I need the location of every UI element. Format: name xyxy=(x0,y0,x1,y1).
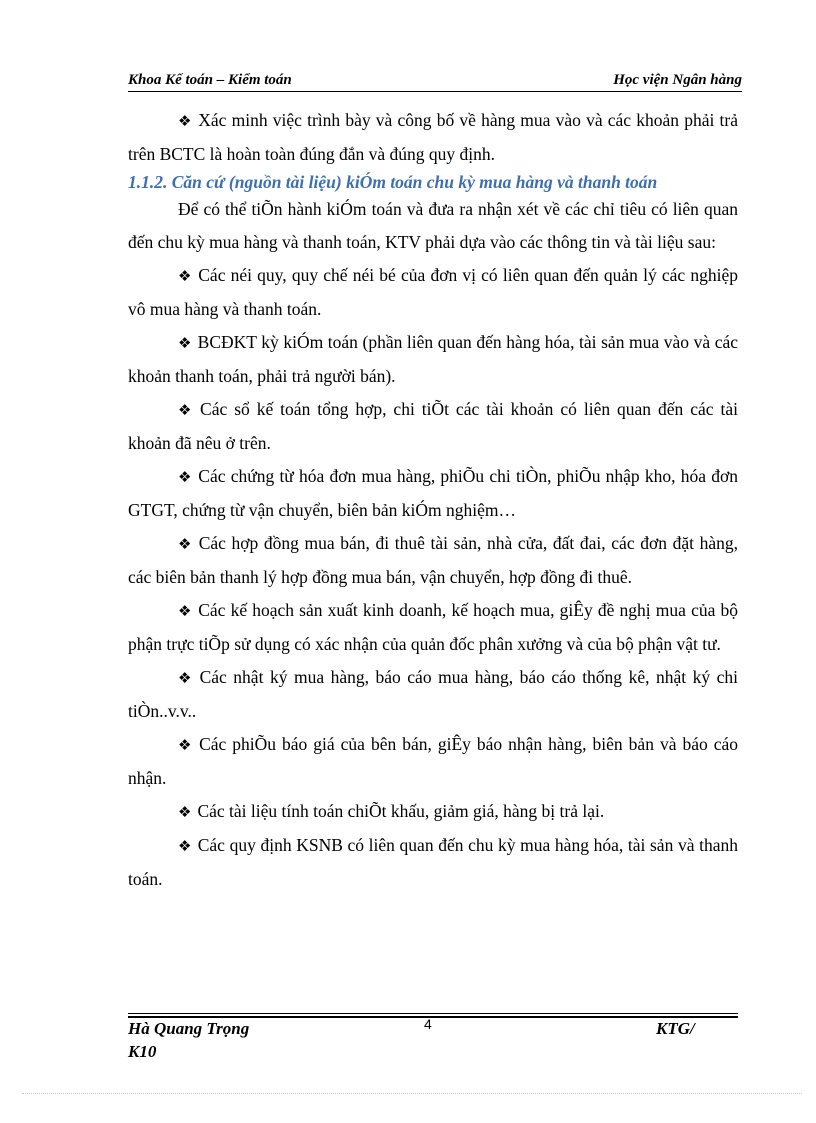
bullet-diamond-icon: ❖ xyxy=(178,803,192,821)
list-item-text: Các phiÕu báo giá của bên bán, giÊy báo nhận hàng, biên bản và báo cáo nhận. xyxy=(128,734,738,788)
bullet-diamond-icon: ❖ xyxy=(178,468,193,486)
header-rule xyxy=(128,91,742,92)
list-item-text: Các kế hoạch sản xuất kinh doanh, kế hoạch mua, giÊy đề nghị mua của bộ phận trực tiÕp sử dụng có xác nhận của quản đốc phân xưởng và của bộ phận vật tư. xyxy=(128,600,738,654)
bullet-diamond-icon: ❖ xyxy=(178,837,192,855)
list-item xyxy=(128,728,738,795)
footer-code: KTG/ xyxy=(656,1019,695,1038)
bullet-diamond-icon: ❖ xyxy=(178,535,193,553)
bullet-diamond-icon: ❖ xyxy=(178,401,195,419)
bullet-diamond-icon: ❖ xyxy=(178,112,193,130)
intro-bullet xyxy=(128,104,738,171)
page-bottom-edge xyxy=(22,1093,802,1094)
document-body xyxy=(128,104,738,896)
footer-rule-thick xyxy=(128,1016,738,1018)
list-item-text: Các néi quy, quy chế néi bé của đơn vị có liên quan đến quản lý các nghiệp vô mua hàng và thanh toán. xyxy=(128,265,738,319)
bullet-diamond-icon: ❖ xyxy=(178,334,192,352)
list-item xyxy=(128,795,738,829)
intro-bullet-text: Xác minh việc trình bày và công bố về hàng mua vào và các khoản phải trả trên BCTC là hoàn toàn đúng đắn và đúng quy định. xyxy=(128,110,738,164)
page-number: 4 xyxy=(424,1016,432,1032)
list-item xyxy=(128,326,738,393)
list-item-text: Các nhật ký mua hàng, báo cáo mua hàng, báo cáo thống kê, nhật ký chi tiÒn..v.v.. xyxy=(128,667,739,721)
list-item xyxy=(128,829,738,896)
footer-class: K10 xyxy=(128,1042,157,1061)
footer-rule-thin xyxy=(128,1013,738,1014)
list-item-text: BCĐKT kỳ kiÓm toán (phần liên quan đến hàng hóa, tài sản mua vào và các khoản thanh toán, phải trả người bán). xyxy=(128,332,738,386)
bullet-diamond-icon: ❖ xyxy=(178,736,194,754)
list-item-text: Các sổ kế toán tổng hợp, chi tiÕt các tài khoản có liên quan đến các tài khoản đã nêu ở trên. xyxy=(128,399,738,453)
header-faculty: Khoa Kế toán – Kiểm toán xyxy=(128,72,292,88)
section-heading: 1.1.2. Căn cứ (nguồn tài liệu) kiÓm toán chu kỳ mua hàng và thanh toán xyxy=(128,172,658,192)
header-institution: Học viện Ngân hàng xyxy=(613,72,742,88)
list-item xyxy=(128,460,738,527)
page-header xyxy=(128,72,742,92)
list-item xyxy=(128,594,738,661)
list-item-text: Các hợp đồng mua bán, đi thuê tài sản, nhà cửa, đất đai, các đơn đặt hàng, các biên bản thanh lý hợp đồng mua bán, vận chuyển, hợp đồng đi thuê. xyxy=(128,533,738,587)
footer-author: Hà Quang Trọng xyxy=(128,1019,250,1038)
bullet-diamond-icon: ❖ xyxy=(178,267,193,285)
bullet-diamond-icon: ❖ xyxy=(178,602,193,620)
list-item xyxy=(128,527,738,594)
list-item-text: Các quy định KSNB có liên quan đến chu kỳ mua hàng hóa, tài sản và thanh toán. xyxy=(128,835,738,889)
bullet-diamond-icon: ❖ xyxy=(178,669,194,687)
list-item-text: Các tài liệu tính toán chiÕt khấu, giảm giá, hàng bị trả lại. xyxy=(197,801,605,821)
section-intro: Để có thể tiÕn hành kiÓm toán và đưa ra nhận xét về các chỉ tiêu có liên quan đến chu kỳ mua hàng và thanh toán, KTV phải dựa vào các thông tin và tài liệu sau: xyxy=(128,199,738,252)
list-item xyxy=(128,661,738,728)
list-item-text: Các chứng từ hóa đơn mua hàng, phiÕu chi tiÒn, phiÕu nhập kho, hóa đơn GTGT, chứng từ vận chuyển, biên bản kiÓm nghiệm… xyxy=(128,466,738,520)
list-item xyxy=(128,259,738,326)
list-item xyxy=(128,393,738,460)
